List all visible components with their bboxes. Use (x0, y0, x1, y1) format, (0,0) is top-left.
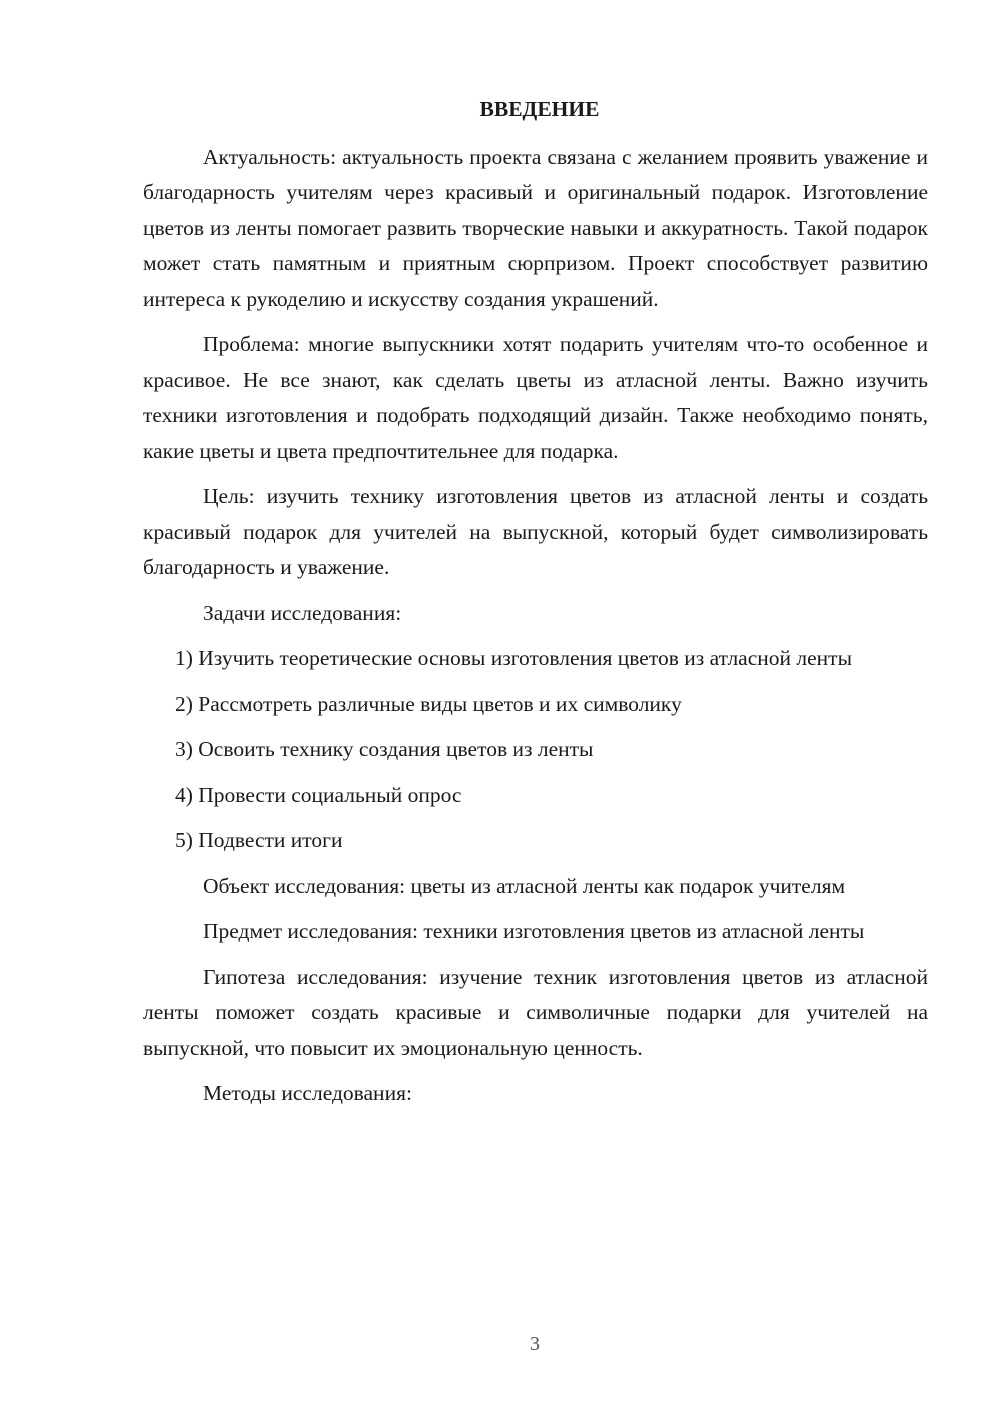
paragraph-hypothesis: Гипотеза исследования: изучение техник изготовления цветов из атласной ленты поможет создать красивые и символичные подарки для учителей на выпускной, что повысит их эмоциональную ценность. (143, 964, 928, 1060)
paragraph-subject: Предмет исследования: техники изготовления цветов из атласной ленты (203, 919, 865, 943)
paragraph-relevance: Актуальность: актуальность проекта связана с желанием проявить уважение и благодарность учителям через красивый и оригинальный подарок. Изготовление цветов из ленты помогает развить творческие навыки и аккуратность. Такой подарок может стать памятным и приятным сюрпризом. Проект способствует развитию интереса к рукоделию и искусству создания украшений. (143, 144, 928, 311)
document-page (143, 92, 928, 1122)
list-item: 5) Подвести итоги (175, 828, 343, 852)
list-item: 2) Рассмотреть различные виды цветов и их символику (175, 691, 682, 716)
document-title: ВВЕДЕНИЕ (479, 97, 600, 121)
paragraph-goal: Цель: изучить технику изготовления цветов из атласной ленты и создать красивый подарок для учителей на выпускной, который будет символизировать благодарность и уважение. (143, 484, 928, 579)
tasks-list (143, 641, 928, 859)
tasks-heading: Задачи исследования: (203, 600, 402, 625)
list-item: 4) Провести социальный опрос (175, 782, 462, 807)
list-item: 3) Освоить технику создания цветов из ленты (175, 737, 594, 761)
page-number: 3 (530, 1333, 540, 1355)
methods-heading: Методы исследования: (203, 1081, 412, 1105)
list-item: 1) Изучить теоретические основы изготовления цветов из атласной ленты (175, 646, 853, 670)
paragraph-object: Объект исследования: цветы из атласной ленты как подарок учителям (203, 873, 846, 898)
paragraph-problem: Проблема: многие выпускники хотят подарить учителям что-то особенное и красивое. Не все знают, как сделать цветы из атласной ленты. Важно изучить техники изготовления и подобрать подходящий дизайн. Также необходимо понять, какие цветы и цвета предпочтительнее для подарка. (143, 332, 928, 463)
